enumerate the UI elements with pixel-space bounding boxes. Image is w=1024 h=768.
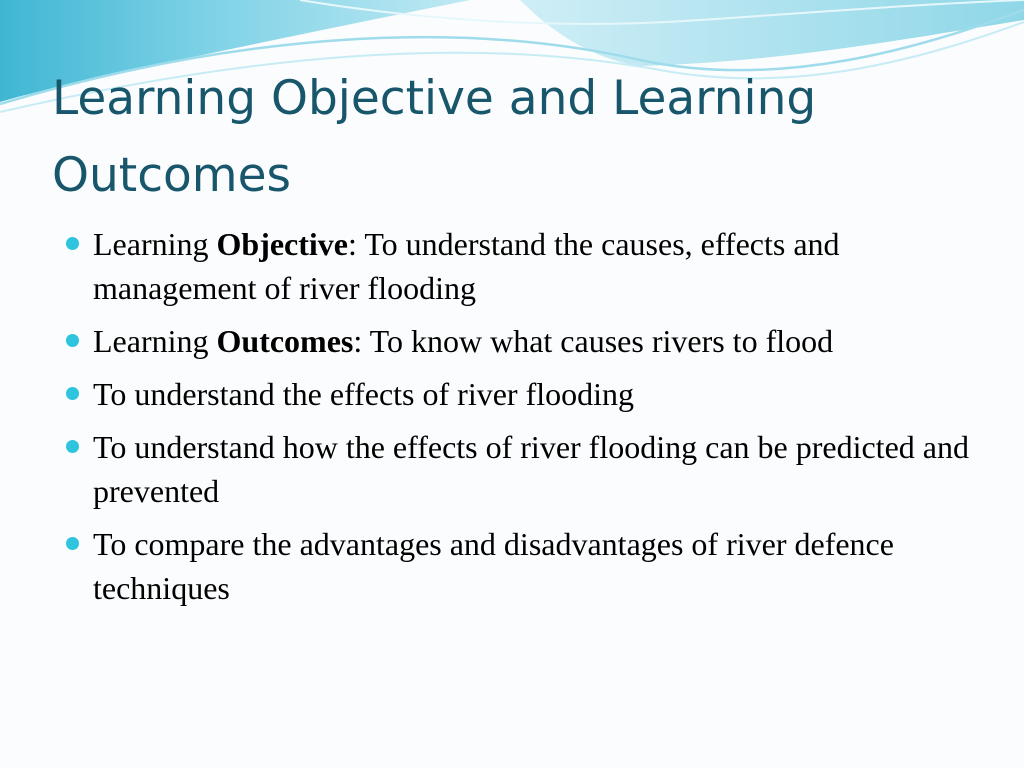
bullet-text-prefix: Learning	[93, 323, 217, 359]
bullet-text: To understand how the effects of river flooding can be predicted and prevented	[93, 429, 969, 509]
bullet-item-effects	[60, 372, 980, 416]
bullet-text: To compare the advantages and disadvantages of river defence techniques	[93, 526, 894, 606]
bullet-text: To understand the effects of river flooding	[93, 376, 634, 412]
bullet-text-bold: Outcomes	[216, 323, 354, 359]
bullet-item-outcomes	[60, 319, 980, 363]
bullet-dot-icon	[66, 537, 79, 550]
bullet-item-objective	[60, 222, 980, 310]
bullet-dot-icon	[66, 334, 79, 347]
bullet-item-defences	[60, 522, 980, 610]
slide-title: Learning Objective and Learning Outcomes	[52, 71, 817, 203]
bullet-dot-icon	[66, 237, 79, 250]
bullet-text-rest: : To understand the causes, effects and management of river flooding	[93, 226, 840, 306]
bullet-text-prefix: Learning	[93, 226, 217, 262]
bullet-item-prediction	[60, 425, 980, 513]
bullet-list	[60, 222, 980, 619]
bullet-dot-icon	[66, 387, 79, 400]
wave-top-right	[520, 0, 1024, 66]
bullet-dot-icon	[66, 440, 79, 453]
bullet-text-rest: : To know what causes rivers to flood	[353, 323, 834, 359]
bullet-text-bold: Objective	[216, 226, 348, 262]
